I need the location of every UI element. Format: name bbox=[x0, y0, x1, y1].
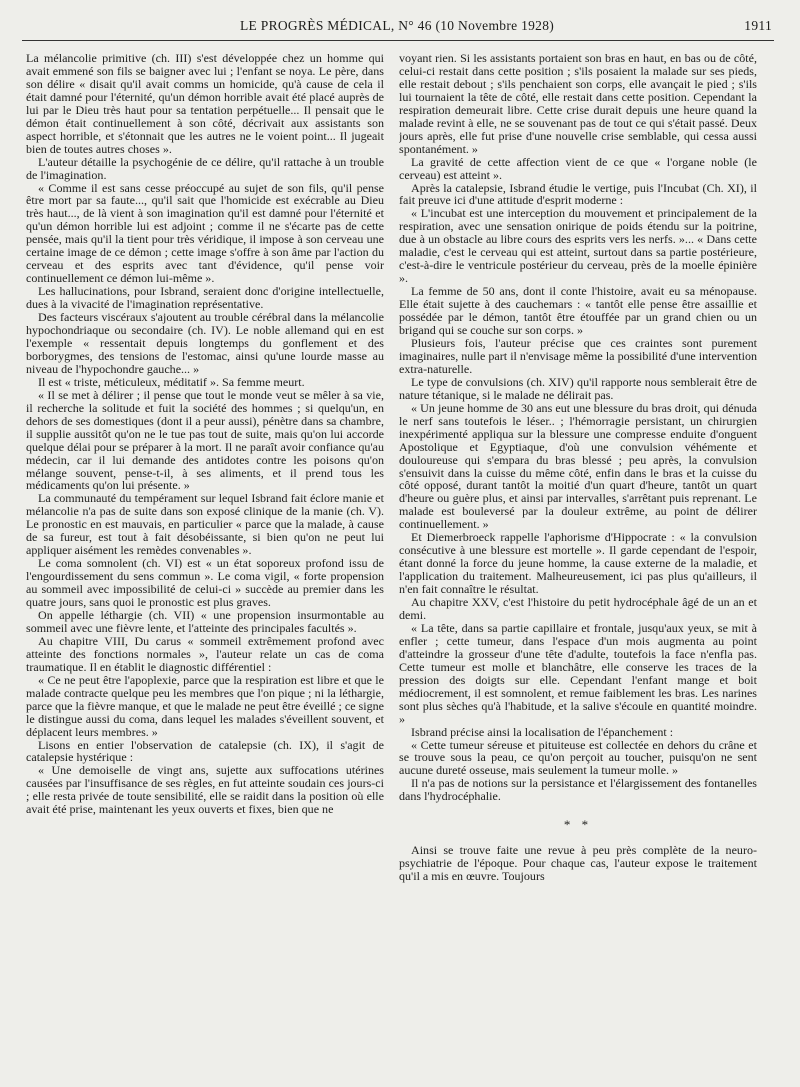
paragraph: Ainsi se trouve faite une revue à peu près complète de la neuro-psychiatrie de l'époque. Pour chaque cas, l'auteur expose le traitement qu'il a mis en œuvre. Toujours bbox=[399, 843, 757, 884]
paragraph: voyant rien. Si les assistants portaient son bras en haut, en bas ou de côté, celui-ci restait dans cette position ; s'ils posaient la malade sur ses pieds, elle restait debout ; s'ils penchaient son corps, elle avançait le pied ; s'ils lui tournaient la tête de côté, elle restait dans cette position. Cependant la respiration demeurait libre. Cette crise durait depuis une heure quand la malade revint à elle, ne se souvenant pas de tout ce qui s'était passé. Deux jours après, elle fut prise d'une nouvelle crise semblable, qui cessa aussi spontanément. » bbox=[399, 52, 757, 156]
paragraph: « Ce ne peut être l'apoplexie, parce que la respiration est libre et que le malade contracte quelque peu les membres que l'on pique ; ni la léthargie, parce que la fièvre manque, et que le malade ne peut être éveillé ; ce signe le distingue aussi du coma, dans lequel les malades s'éveillent souvent, et déplacent leurs membres. » bbox=[26, 672, 384, 739]
paragraph: « Cette tumeur séreuse et pituiteuse est collectée en dehors du crâne et se trouve sous la peau, ce qu'on perçoit au toucher, puisqu'on ne sent aucune dureté osseuse, mais seulement la tumeur molle. » bbox=[399, 737, 757, 778]
paragraph: La femme de 50 ans, dont il conte l'histoire, avait eu sa ménopause. Elle était sujette à des cauchemars : « tantôt elle pense être assaillie et possédée par le démon, tantôt être étouffée par un grand chien ou un brigand qui se couche sur son corps. » bbox=[399, 284, 757, 338]
paragraph: « Il se met à délirer ; il pense que tout le monde veut se mêler à sa vie, il recherche la solitude et fuit la société des hommes ; si quelqu'un, en dehors de ses domestiques (dont il a peur aussi), pénètre dans sa chambre, il supplie aussitôt qu'on ne le tue pas tout de suite, mais qu'on lui accorde quelque délai pour se préparer à la mort. Il ne paraît avoir confiance qu'au médecin, car il lui demande des antidotes contre les poisons qu'on mélange souvent, pense-t-il, à ses aliments, et il prend tous les médicaments qu'on lui présente. » bbox=[26, 387, 384, 493]
paragraph: Des facteurs viscéraux s'ajoutent au trouble cérébral dans la mélancolie hypochondriaque ou secondaire (ch. IV). Le noble allemand qui en est l'exemple « ressentait depuis longtemps du gonflement et des borborygmes, des tensions de l'estomac, ainsi qu'une lourde masse au niveau de l'hypochondre gauche... » bbox=[26, 310, 384, 376]
paragraph: « La tête, dans sa partie capillaire et frontale, jusqu'aux yeux, se mit à enfler ; cette tumeur, dans l'espace d'un mois augmenta au point d'atteindre la grosseur d'une tête d'adulte, toutefois la face n'enfla pas. Cette tumeur est molle et blanchâtre, elle conserve les traces de la pression des doigts sur elle. Cependant l'enfant mange et boit médiocrement, il est somnolent, et remue faiblement les bras. Les narines sont plus sèches qu'à l'habitude, et la salive s'écoule en quantité moindre. » bbox=[399, 620, 757, 726]
page-number: 1911 bbox=[744, 18, 772, 33]
paragraph: Au chapitre XXV, c'est l'histoire du petit hydrocéphale âgé de un an et demi. bbox=[399, 595, 757, 622]
page-header bbox=[22, 18, 772, 38]
paragraph: La mélancolie primitive (ch. III) s'est développée chez un homme qui avait emmené son fils se baigner avec lui ; l'enfant se noya. Le père, dans son délire « disait qu'il avait comms un homicide, qu'à cause de cela il était damné pour l'éternité, qu'un démon horrible avait été placé auprès de lui par le Dieu très haut pour sa tentation perpétuelle... Il pensait que le démon était continuellement à son côté, décrivait aux assistants son aspect horrible, et s'étonnait que les autres ne le voient point... Il jugeait bien de toutes autres choses ». bbox=[26, 52, 384, 156]
paragraph: Au chapitre VIII, Du carus « sommeil extrêmement profond avec atteinte des fonctions normales », l'auteur relate un cas de coma traumatique. Il en établit le diagnostic différentiel : bbox=[26, 633, 384, 674]
paragraph: « Comme il est sans cesse préoccupé au sujet de son fils, qu'il pense être mort par sa faute..., qu'il sait que l'homicide est exécrable au Dieu très haut..., de là vient à son imagination qu'il est damné pour l'éternité et qu'un démon horrible lui est adjoint ; comme il ne s'écarte pas de cette pensée, mais qu'il la tient pour très véridique, il impose à son cerveau une certaine image de ce démon ; cette image s'offre à son âme par l'action du cerveau et des esprits avec tant d'évidence, qu'il pense voir continuellement ce démon lui-même ». bbox=[26, 180, 384, 286]
paragraph: Il n'a pas de notions sur la persistance et l'élargissement des fontanelles dans l'hydrocéphalie. bbox=[399, 776, 757, 804]
paragraph: Le type de convulsions (ch. XIV) qu'il rapporte nous semblerait être de nature tétanique, si le malade ne délirait pas. bbox=[399, 374, 757, 402]
paragraph: « Un jeune homme de 30 ans eut une blessure du bras droit, qui dénuda le nerf sans toutefois le léser.. ; l'hémorragie persistant, un chirurgien inexpérimenté appliqua sur la blessure une compresse enduite d'onguent Apostolique et Egyptiaque, d'où une convulsion véhémente et douloureuse qui s'empara du bras blessé ; peu après, la convulsion s'ensuivit dans la cuisse du même côté, enfin dans le bras et la cuisse du côté opposé, durant tantôt la moitié d'un quart d'heure, tantôt un quart d'heure ou guère plus, et ainsi par intervalles, s'arrêtant puis reprenant. Le malade est bouleversé par la douleur extrême, au point de délirer continuellement. » bbox=[399, 400, 757, 532]
section-separator: * * bbox=[563, 817, 593, 833]
paragraph: Lisons en entier l'observation de catalepsie (ch. IX), il s'agit de catalepsie hystérique : bbox=[26, 737, 384, 765]
paragraph: Après la catalepsie, Isbrand étudie le vertige, puis l'Incubat (Ch. XI), il fait preuve ici d'une attitude d'esprit moderne : bbox=[399, 180, 757, 208]
paragraph: On appelle léthargie (ch. VII) « une propension insurmontable au sommeil avec une fièvre lente, et l'atteinte des principales facultés ». bbox=[26, 607, 384, 635]
paragraph: Il est « triste, méticuleux, méditatif ». Sa femme meurt. bbox=[38, 374, 305, 389]
paragraph: Et Diemerbroeck rappelle l'aphorisme d'Hippocrate : « la convulsion consécutive à une blessure est mortelle ». Il garde cependant de l'espoir, étant donné la force du jeune homme, la cause externe de la maladie, et l'application du traitement. Malheureusement, ici pas plus qu'ailleurs, il n'en fait connaître le résultat. bbox=[399, 530, 757, 597]
paragraph: Les hallucinations, pour Isbrand, seraient donc d'origine intellectuelle, dues à la vivacité de l'imagination représentative. bbox=[26, 284, 384, 312]
paragraph: La gravité de cette affection vient de ce que « l'organe noble (le cerveau) est atteint ». bbox=[399, 154, 757, 182]
header-rule bbox=[22, 40, 774, 41]
paragraph: Isbrand précise ainsi la localisation de l'épanchement : bbox=[411, 724, 674, 739]
paragraph: « Une demoiselle de vingt ans, sujette aux suffocations utérines causées par l'insuffisance de ses règles, en fut atteinte soudain ces jours-ci ; elle resta privée de toute sensibilité, elle se raidit dans la position où elle avait été prise, maintenant les yeux ouverts et fixes, bien que ne bbox=[26, 763, 384, 817]
paragraph: Le coma somnolent (ch. VI) est « un état soporeux profond issu de l'engourdissement du sens commun ». Le coma vigil, « forte propension au sommeil avec impossibilité de celui-ci » succède au premier dans les quatre jours, sans quoi le pronostic est plus graves. bbox=[26, 556, 384, 610]
paragraph: La communauté du tempérament sur lequel Isbrand fait éclore manie et mélancolie n'a pas de suite dans son exposé clinique de la manie (ch. V). Le pronostic en est mauvais, en particulier « parce que la malade, à cause de sa fureur, est tout à fait désobéissante, si bien qu'on ne peut lui appliquer aisément les remèdes convenables ». bbox=[26, 491, 384, 558]
paragraph: Plusieurs fois, l'auteur précise que ces craintes sont purement imaginaires, nulle part il n'envisage même la possibilité d'une intervention extra-naturelle. bbox=[399, 335, 757, 376]
paragraph: L'auteur détaille la psychogénie de ce délire, qu'il rattache à un trouble de l'imagination. bbox=[26, 154, 384, 182]
left-column bbox=[26, 52, 384, 1082]
journal-title: LE PROGRÈS MÉDICAL, N° 46 (10 Novembre 1928) bbox=[240, 18, 555, 33]
right-column bbox=[399, 52, 757, 1082]
paragraph: « L'incubat est une interception du mouvement et principalement de la respiration, avec une sensation onirique de poids étendu sur la poitrine, due à un obstacle au libre cours des esprits vers les nerfs. »... « Dans cette maladie, c'est le cerveau qui est atteint, surtout dans sa partie postérieure, c'est-à-dire le ventricule postérieur du cerveau, près de la moelle épinière ». bbox=[399, 206, 757, 286]
